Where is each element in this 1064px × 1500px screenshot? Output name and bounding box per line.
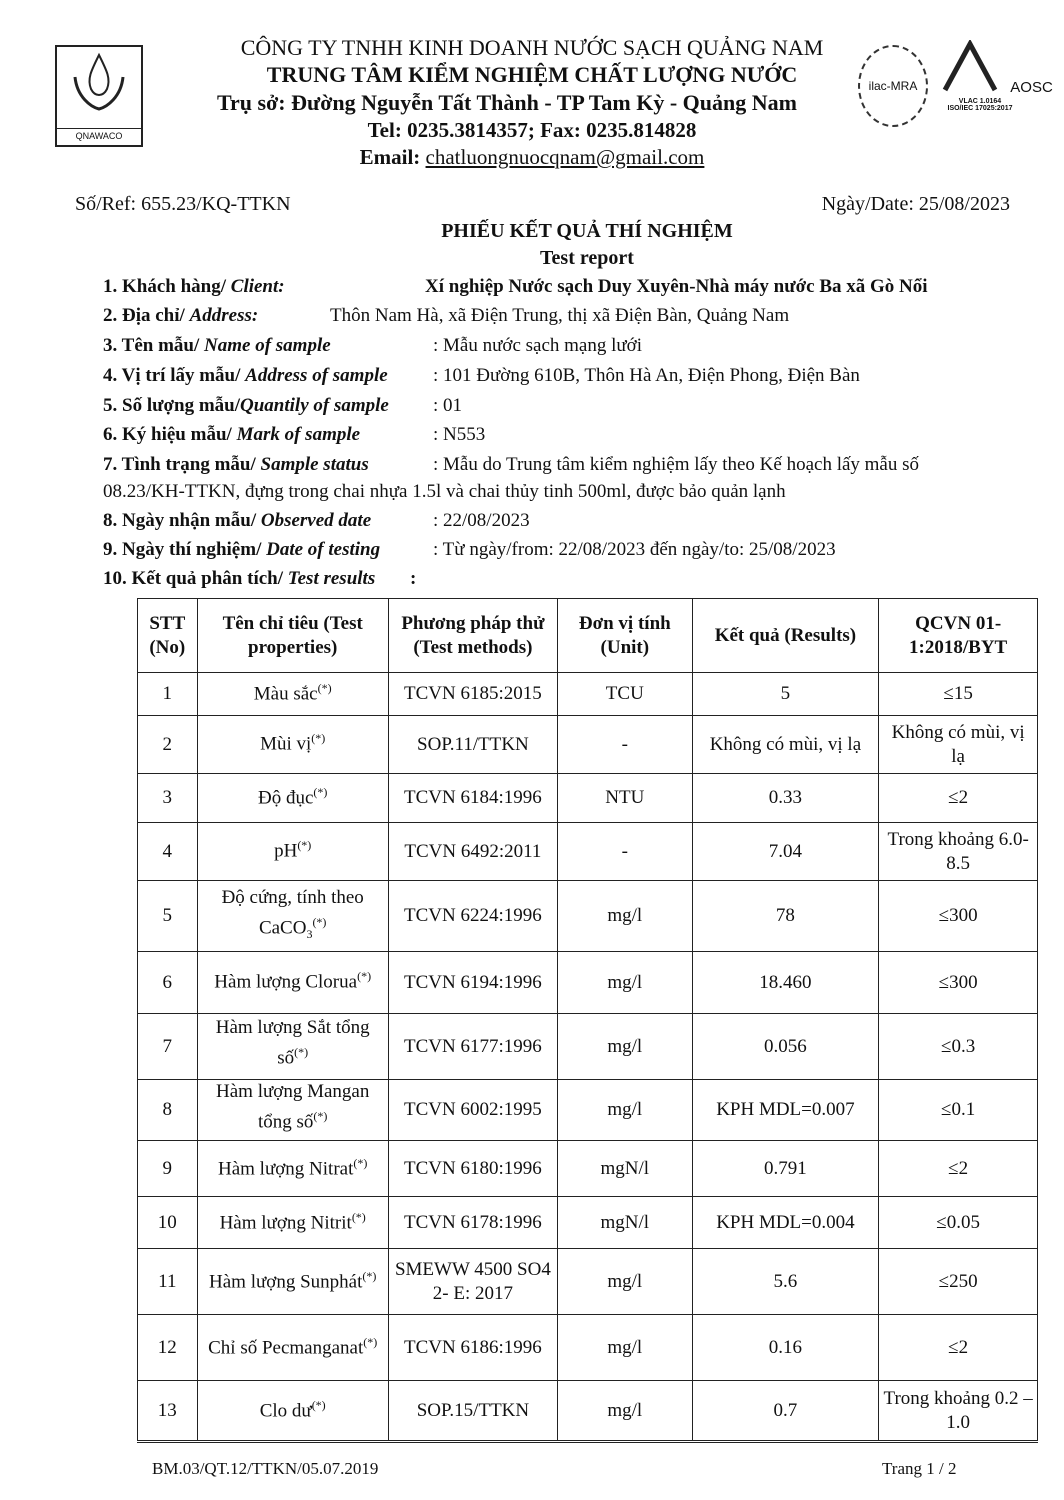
test-property: [197, 1080, 388, 1141]
result: 0.16: [692, 1315, 879, 1381]
test-method: SOP.15/TTKN: [388, 1381, 557, 1441]
info-label-en: Quantily of sample: [240, 395, 389, 416]
row-number: 1: [138, 673, 198, 716]
property-subscript: 3: [306, 927, 313, 942]
info-label: 7. Tình trạng mẫu/: [103, 454, 261, 475]
column-header: Phương pháp thử (Test methods): [388, 599, 557, 673]
company-name: CÔNG TY TNHH KINH DOANH NƯỚC SẠCH QUẢNG NAM: [240, 35, 824, 60]
info-value: : N553: [433, 424, 486, 445]
property-name: Độ đục: [257, 787, 314, 809]
qcvn-limit: Trong khoảng 6.0-8.5: [879, 823, 1038, 881]
accredited-marker: (*): [294, 1045, 309, 1060]
qcvn-limit: ≤0.05: [879, 1197, 1038, 1249]
info-line: [103, 335, 331, 357]
result: 18.460: [692, 952, 879, 1014]
row-number: 8: [138, 1080, 198, 1141]
result: 0.791: [692, 1141, 879, 1197]
table-row: [138, 823, 1038, 881]
report-subtitle: Test report: [540, 247, 634, 269]
property-name: Màu sắc: [253, 683, 318, 705]
info-label: 9. Ngày thí nghiệm/: [103, 539, 267, 560]
table-bottom-rule: [137, 1442, 1038, 1443]
info-line: [103, 539, 380, 561]
result: 78: [692, 881, 879, 952]
table-row: [138, 1080, 1038, 1141]
result: KPH MDL=0.004: [692, 1197, 879, 1249]
info-label-en: Client:: [230, 276, 285, 297]
info-label-en: Address:: [189, 305, 259, 326]
info-label: 2. Địa chỉ/: [103, 305, 190, 326]
info-label-en: Mark of sample: [236, 424, 361, 445]
unit: mg/l: [558, 1381, 693, 1441]
property-name: Mùi vị: [260, 733, 312, 755]
accredited-marker: (*): [357, 969, 372, 984]
accredited-marker: (*): [351, 1209, 366, 1224]
info-label-en: Date of testing: [266, 539, 381, 560]
row-number: 12: [138, 1315, 198, 1381]
logo-text: QNAWACO: [57, 128, 141, 141]
property-name: Hàm lượng Nitrat: [218, 1157, 354, 1179]
info-line: [103, 424, 360, 446]
info-value: 08.23/KH-TTKN, đựng trong chai nhựa 1.5l và chai thủy tinh 500ml, được bảo quản lạnh: [103, 481, 786, 502]
accredited-marker: (*): [363, 1334, 378, 1349]
unit: -: [558, 716, 693, 774]
unit: mg/l: [558, 1249, 693, 1315]
row-number: 4: [138, 823, 198, 881]
accredited-marker: (*): [313, 784, 328, 799]
property-name: Hàm lượng Mangan tổng số: [216, 1081, 370, 1133]
row-number: 13: [138, 1381, 198, 1441]
test-method: TCVN 6194:1996: [388, 952, 557, 1014]
email-link[interactable]: chatluongnuocqnam@gmail.com: [425, 145, 705, 169]
info-label-en: Address of sample: [245, 365, 388, 386]
info-label-en: Observed date: [260, 510, 372, 531]
property-name: Hàm lượng Sắt tổng số: [215, 1017, 370, 1069]
row-number: 9: [138, 1141, 198, 1197]
unit: mg/l: [558, 952, 693, 1014]
info-line: [103, 276, 285, 298]
aosc-iso: ISO/IEC 17025:2017: [947, 105, 1013, 112]
table-row: [138, 774, 1038, 823]
info-line: [103, 365, 388, 387]
info-value: Thôn Nam Hà, xã Điện Trung, thị xã Điện Bàn, Quảng Nam: [330, 305, 790, 326]
info-line: [103, 454, 369, 476]
row-number: 10: [138, 1197, 198, 1249]
qcvn-limit: ≤0.3: [879, 1014, 1038, 1080]
table-row: [138, 1141, 1038, 1197]
test-property: [197, 774, 388, 823]
info-value: :: [410, 568, 417, 589]
row-number: 3: [138, 774, 198, 823]
property-name: Hàm lượng Sunphát: [209, 1270, 363, 1292]
contact-phone: Tel: 0235.3814357; Fax: 0235.814828: [367, 118, 697, 142]
property-name: Clo dư: [259, 1399, 312, 1421]
table-row: [138, 1197, 1038, 1249]
contact-email: [0, 145, 1064, 170]
info-value: Xí nghiệp Nước sạch Duy Xuyên-Nhà máy nước Ba xã Gò Nổi: [425, 276, 928, 297]
result: KPH MDL=0.007: [692, 1080, 879, 1141]
qcvn-limit: Không có mùi, vị lạ: [879, 716, 1038, 774]
unit: mgN/l: [558, 1197, 693, 1249]
qcvn-limit: ≤2: [879, 1141, 1038, 1197]
accredited-marker: (*): [313, 1109, 328, 1123]
unit: TCU: [558, 673, 693, 716]
result: 5.6: [692, 1249, 879, 1315]
property-name: Độ cứng, tính theo CaCO: [221, 886, 364, 939]
test-method: SMEWW 4500 SO4 2- E: 2017: [388, 1249, 557, 1315]
table-row: [138, 881, 1038, 952]
test-method: TCVN 6177:1996: [388, 1014, 557, 1080]
reference-number: Số/Ref: 655.23/KQ-TTKN: [75, 193, 291, 215]
test-results-table: [137, 598, 1038, 1441]
column-header: Kết quả (Results): [692, 599, 879, 673]
accredited-marker: (*): [297, 838, 312, 853]
column-header: Tên chỉ tiêu (Test properties): [197, 599, 388, 673]
test-property: [197, 1315, 388, 1381]
property-name: Hàm lượng Nitrit: [219, 1211, 352, 1233]
test-property: [197, 1249, 388, 1315]
table-row: [138, 716, 1038, 774]
column-header: STT (No): [138, 599, 198, 673]
qcvn-limit: ≤250: [879, 1249, 1038, 1315]
aosc-logo: [935, 40, 1053, 140]
result: 0.7: [692, 1381, 879, 1441]
test-method: TCVN 6180:1996: [388, 1141, 557, 1197]
unit: mg/l: [558, 881, 693, 952]
info-line: [103, 510, 371, 532]
info-line: [103, 395, 389, 417]
head-office-address: Trụ sở: Đường Nguyễn Tất Thành - TP Tam Kỳ - Quảng Nam: [217, 90, 797, 115]
test-property: [197, 1381, 388, 1441]
info-label: 10. Kết quả phân tích/: [103, 568, 288, 589]
result: 0.33: [692, 774, 879, 823]
test-method: TCVN 6492:2011: [388, 823, 557, 881]
table-row: [138, 1315, 1038, 1381]
row-number: 11: [138, 1249, 198, 1315]
table-row: [138, 1381, 1038, 1441]
info-label-en: Name of sample: [204, 335, 331, 356]
result: 5: [692, 673, 879, 716]
column-header: Đơn vị tính (Unit): [558, 599, 693, 673]
test-property: [197, 716, 388, 774]
accredited-marker: (*): [353, 1155, 368, 1170]
unit: mg/l: [558, 1315, 693, 1381]
qcvn-limit: ≤15: [879, 673, 1038, 716]
test-method: TCVN 6002:1995: [388, 1080, 557, 1141]
result: Không có mùi, vị lạ: [692, 716, 879, 774]
result: 7.04: [692, 823, 879, 881]
info-value: : 01: [433, 395, 463, 416]
qcvn-limit: ≤300: [879, 952, 1038, 1014]
qcvn-limit: Trong khoảng 0.2 – 1.0: [879, 1381, 1038, 1441]
test-method: SOP.11/TTKN: [388, 716, 557, 774]
row-number: 5: [138, 881, 198, 952]
unit: NTU: [558, 774, 693, 823]
info-value: : Từ ngày/from: 22/08/2023 đến ngày/to: 25/08/2023: [433, 539, 836, 560]
info-line: [103, 568, 375, 590]
test-method: TCVN 6178:1996: [388, 1197, 557, 1249]
table-row: [138, 1014, 1038, 1080]
row-number: 2: [138, 716, 198, 774]
column-header: QCVN 01-1:2018/BYT: [879, 599, 1038, 673]
property-name: Hàm lượng Clorua: [214, 971, 358, 993]
property-name: Chỉ số Pecmanganat: [208, 1336, 364, 1358]
accredited-marker: (*): [362, 1268, 377, 1283]
unit: mg/l: [558, 1080, 693, 1141]
info-value: : 101 Đường 610B, Thôn Hà An, Điện Phong, Điện Bàn: [433, 365, 860, 386]
info-label: 3. Tên mẫu/: [103, 335, 205, 356]
property-name: pH: [274, 840, 298, 862]
aosc-text: AOSC: [1010, 79, 1053, 96]
table-row: [138, 1249, 1038, 1315]
center-name: TRUNG TÂM KIỂM NGHIỆM CHẤT LƯỢNG NƯỚC: [266, 62, 798, 87]
test-method: TCVN 6224:1996: [388, 881, 557, 952]
qcvn-limit: ≤2: [879, 774, 1038, 823]
qcvn-limit: ≤0.1: [879, 1080, 1038, 1141]
unit: mg/l: [558, 1014, 693, 1080]
info-label: 6. Ký hiệu mẫu/: [103, 424, 237, 445]
unit: -: [558, 823, 693, 881]
email-label: Email:: [359, 145, 426, 169]
test-property: [197, 952, 388, 1014]
qcvn-limit: ≤2: [879, 1315, 1038, 1381]
test-property: [197, 1197, 388, 1249]
test-property: [197, 1141, 388, 1197]
accredited-marker: (*): [312, 914, 327, 929]
info-label: 8. Ngày nhận mẫu/: [103, 510, 261, 531]
test-method: TCVN 6185:2015: [388, 673, 557, 716]
aosc-vlac: VLAC 1.0164: [958, 98, 1002, 105]
test-method: TCVN 6186:1996: [388, 1315, 557, 1381]
test-property: [197, 673, 388, 716]
info-value: : 22/08/2023: [433, 510, 530, 531]
row-number: 6: [138, 952, 198, 1014]
info-value: : Mẫu nước sạch mạng lưới: [433, 335, 643, 356]
qcvn-limit: ≤300: [879, 881, 1038, 952]
report-date: Ngày/Date: 25/08/2023: [821, 193, 1010, 215]
info-line: [103, 305, 258, 327]
test-property: [197, 823, 388, 881]
result: 0.056: [692, 1014, 879, 1080]
info-label: 4. Vị trí lấy mẫu/: [103, 365, 246, 386]
unit: mgN/l: [558, 1141, 693, 1197]
form-code: BM.03/QT.12/TTKN/05.07.2019: [152, 1459, 379, 1478]
ilac-mra-logo: ilac-MRA: [858, 45, 928, 127]
accredited-marker: (*): [311, 731, 326, 746]
table-row: [138, 673, 1038, 716]
table-row: [138, 952, 1038, 1014]
accredited-marker: (*): [317, 680, 332, 695]
info-label: 5. Số lượng mẫu/: [103, 395, 241, 416]
info-label-en: Test results: [287, 568, 376, 589]
test-property: [197, 881, 388, 952]
info-label: 1. Khách hàng/: [103, 276, 231, 297]
page-number: Trang 1 / 2: [882, 1459, 957, 1478]
row-number: 7: [138, 1014, 198, 1080]
accredited-marker: (*): [311, 1397, 326, 1412]
info-value: : Mẫu do Trung tâm kiểm nghiệm lấy theo Kế hoạch lấy mẫu số: [433, 454, 920, 475]
info-label-en: Sample status: [260, 454, 369, 475]
report-title: PHIẾU KẾT QUẢ THÍ NGHIỆM: [441, 220, 733, 242]
test-method: TCVN 6184:1996: [388, 774, 557, 823]
test-property: [197, 1014, 388, 1080]
